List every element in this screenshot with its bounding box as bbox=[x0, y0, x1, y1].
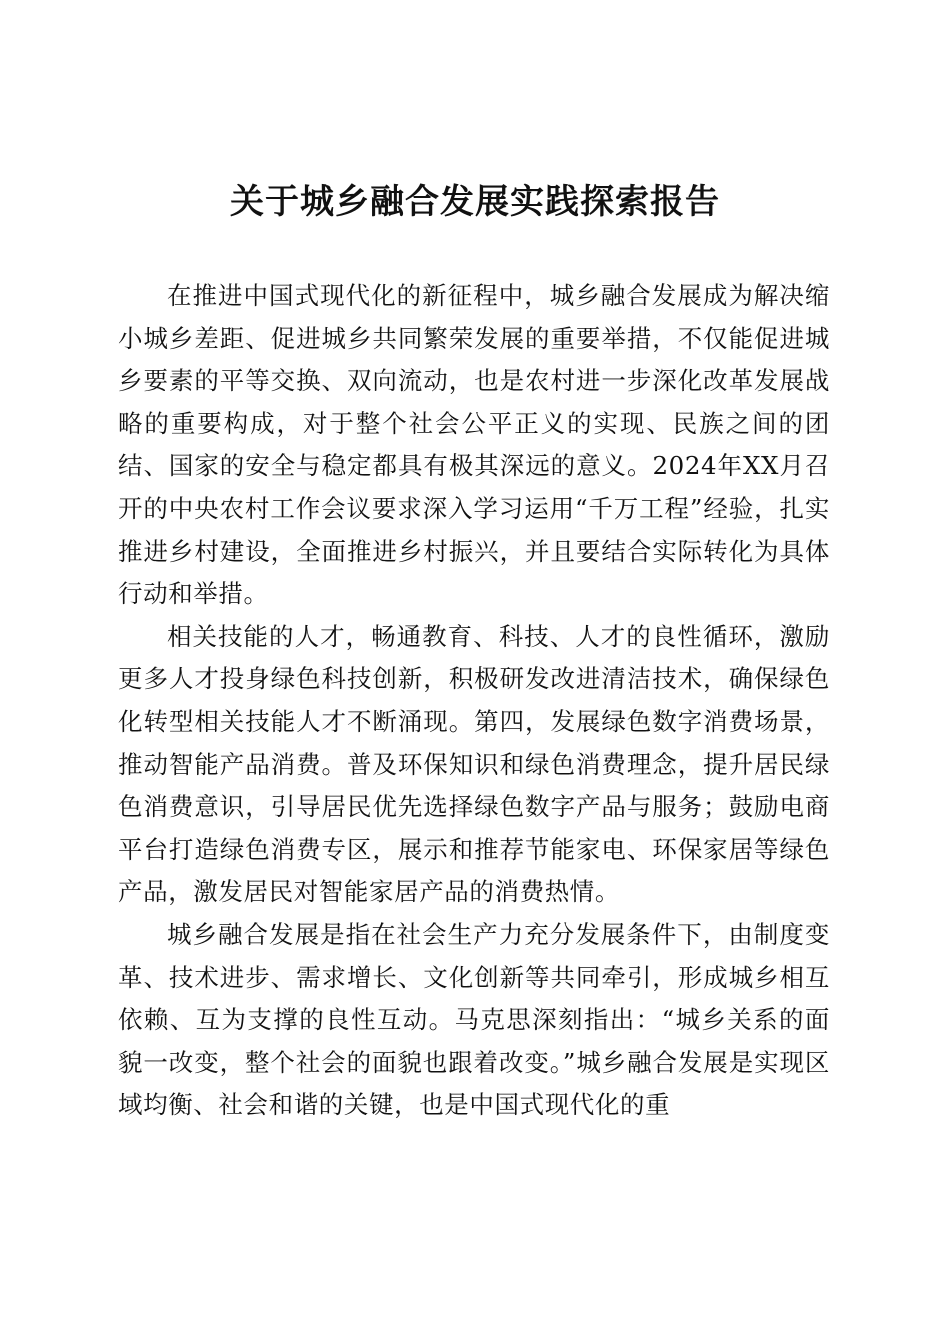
document-body bbox=[118, 275, 830, 1127]
paragraph-talent: 相关技能的人才，畅通教育、科技、人才的良性循环，激励更多人才投身绿色科技创新，积极研发改进清洁技术，确保绿色化转型相关技能人才不断涌现。第四，发展绿色数字消费场景，推动智能产品消费。普及环保知识和绿色消费理念，提升居民绿色消费意识，引导居民优先选择绿色数字产品与服务；鼓励电商平台打造绿色消费专区，展示和推荐节能家电、环保家居等绿色产品，激发居民对智能家居产品的消费热情。 bbox=[118, 621, 830, 907]
document-title: 关于城乡融合发展实践探索报告 bbox=[230, 182, 720, 222]
paragraph-intro: 在推进中国式现代化的新征程中，城乡融合发展成为解决缩小城乡差距、促进城乡共同繁荣发展的重要举措，不仅能促进城乡要素的平等交换、双向流动，也是农村进一步深化改革发展战略的重要构成，对于整个社会公平正义的实现、民族之间的团结、国家的安全与稳定都具有极其深远的意义。2024年XX月召开的中央农村工作会议要求深入学习运用“千万工程”经验，扎实推进乡村建设，全面推进乡村振兴，并且要结合实际转化为具体行动和举措。 bbox=[118, 281, 830, 609]
paragraph-definition: 城乡融合发展是指在社会生产力充分发展条件下，由制度变革、技术进步、需求增长、文化创新等共同牵引，形成城乡相互依赖、互为支撑的良性互动。马克思深刻指出：“城乡关系的面貌一改变，整个社会的面貌也跟着改变。”城乡融合发展是实现区域均衡、社会和谐的关键，也是中国式现代化的重 bbox=[118, 919, 830, 1120]
